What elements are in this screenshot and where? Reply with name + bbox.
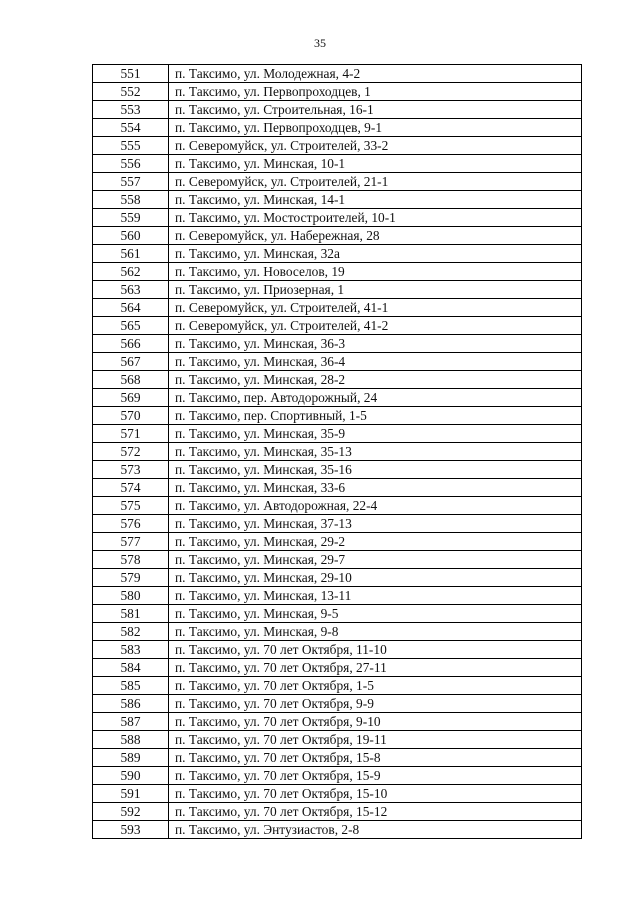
table-row	[93, 443, 582, 461]
row-number: 589	[93, 749, 169, 767]
address-cell: п. Таксимо, ул. Минская, 35-13	[169, 443, 582, 461]
address-table	[92, 64, 582, 839]
address-cell: п. Таксимо, ул. Минская, 14-1	[169, 191, 582, 209]
address-cell: п. Таксимо, ул. Минская, 36-4	[169, 353, 582, 371]
row-number: 592	[93, 803, 169, 821]
table-row	[93, 281, 582, 299]
address-cell: п. Таксимо, ул. 70 лет Октября, 19-11	[169, 731, 582, 749]
table-row	[93, 317, 582, 335]
row-number: 593	[93, 821, 169, 839]
table-row	[93, 497, 582, 515]
table-row	[93, 461, 582, 479]
row-number: 582	[93, 623, 169, 641]
address-cell: п. Таксимо, ул. Строительная, 16-1	[169, 101, 582, 119]
address-cell: п. Таксимо, ул. Автодорожная, 22-4	[169, 497, 582, 515]
row-number: 557	[93, 173, 169, 191]
address-cell: п. Северомуйск, ул. Набережная, 28	[169, 227, 582, 245]
address-cell: п. Таксимо, ул. Минская, 29-2	[169, 533, 582, 551]
table-row	[93, 173, 582, 191]
address-cell: п. Таксимо, ул. Минская, 10-1	[169, 155, 582, 173]
row-number: 568	[93, 371, 169, 389]
table-row	[93, 155, 582, 173]
row-number: 561	[93, 245, 169, 263]
table-row	[93, 677, 582, 695]
table-row	[93, 353, 582, 371]
row-number: 587	[93, 713, 169, 731]
table-row	[93, 533, 582, 551]
table-row	[93, 83, 582, 101]
row-number: 591	[93, 785, 169, 803]
address-cell: п. Таксимо, ул. 70 лет Октября, 9-9	[169, 695, 582, 713]
address-cell: п. Северомуйск, ул. Строителей, 21-1	[169, 173, 582, 191]
row-number: 560	[93, 227, 169, 245]
table-row	[93, 263, 582, 281]
address-cell: п. Таксимо, ул. Минская, 13-11	[169, 587, 582, 605]
address-cell: п. Таксимо, ул. Новоселов, 19	[169, 263, 582, 281]
row-number: 590	[93, 767, 169, 785]
address-cell: п. Таксимо, ул. Минская, 28-2	[169, 371, 582, 389]
table-row	[93, 623, 582, 641]
address-cell: п. Северомуйск, ул. Строителей, 41-1	[169, 299, 582, 317]
row-number: 564	[93, 299, 169, 317]
address-cell: п. Таксимо, пер. Автодорожный, 24	[169, 389, 582, 407]
table-row	[93, 65, 582, 83]
table-row	[93, 641, 582, 659]
table-row	[93, 695, 582, 713]
row-number: 552	[93, 83, 169, 101]
table-row	[93, 335, 582, 353]
table-row	[93, 587, 582, 605]
row-number: 576	[93, 515, 169, 533]
table-row	[93, 407, 582, 425]
row-number: 586	[93, 695, 169, 713]
row-number: 563	[93, 281, 169, 299]
address-cell: п. Таксимо, ул. Молодежная, 4-2	[169, 65, 582, 83]
address-cell: п. Таксимо, ул. Энтузиастов, 2-8	[169, 821, 582, 839]
address-cell: п. Таксимо, ул. Минская, 29-10	[169, 569, 582, 587]
table-row	[93, 749, 582, 767]
address-cell: п. Таксимо, ул. Приозерная, 1	[169, 281, 582, 299]
row-number: 567	[93, 353, 169, 371]
row-number: 573	[93, 461, 169, 479]
table-row	[93, 245, 582, 263]
row-number: 580	[93, 587, 169, 605]
table-row	[93, 299, 582, 317]
table-row	[93, 425, 582, 443]
address-cell: п. Таксимо, ул. Минская, 9-5	[169, 605, 582, 623]
address-cell: п. Таксимо, ул. Мостостроителей, 10-1	[169, 209, 582, 227]
address-cell: п. Таксимо, ул. Минская, 29-7	[169, 551, 582, 569]
address-cell: п. Таксимо, ул. Первопроходцев, 9-1	[169, 119, 582, 137]
row-number: 566	[93, 335, 169, 353]
table-row	[93, 605, 582, 623]
table-row	[93, 785, 582, 803]
row-number: 574	[93, 479, 169, 497]
table-row	[93, 515, 582, 533]
row-number: 579	[93, 569, 169, 587]
row-number: 583	[93, 641, 169, 659]
address-cell: п. Таксимо, ул. 70 лет Октября, 1-5	[169, 677, 582, 695]
address-cell: п. Таксимо, ул. 70 лет Октября, 15-9	[169, 767, 582, 785]
address-table-body	[93, 65, 582, 839]
address-cell: п. Таксимо, ул. Минская, 35-16	[169, 461, 582, 479]
table-row	[93, 101, 582, 119]
table-row	[93, 731, 582, 749]
row-number: 575	[93, 497, 169, 515]
address-cell: п. Таксимо, ул. 70 лет Октября, 9-10	[169, 713, 582, 731]
address-cell: п. Северомуйск, ул. Строителей, 33-2	[169, 137, 582, 155]
address-cell: п. Таксимо, ул. 70 лет Октября, 15-10	[169, 785, 582, 803]
address-cell: п. Таксимо, ул. Минская, 35-9	[169, 425, 582, 443]
address-cell: п. Таксимо, ул. Минская, 32а	[169, 245, 582, 263]
row-number: 562	[93, 263, 169, 281]
row-number: 584	[93, 659, 169, 677]
row-number: 572	[93, 443, 169, 461]
table-row	[93, 209, 582, 227]
table-row	[93, 119, 582, 137]
address-cell: п. Таксимо, ул. 70 лет Октября, 15-12	[169, 803, 582, 821]
address-cell: п. Таксимо, ул. Первопроходцев, 1	[169, 83, 582, 101]
table-row	[93, 767, 582, 785]
table-row	[93, 659, 582, 677]
row-number: 555	[93, 137, 169, 155]
row-number: 585	[93, 677, 169, 695]
row-number: 553	[93, 101, 169, 119]
table-row	[93, 713, 582, 731]
table-row	[93, 821, 582, 839]
address-cell: п. Таксимо, ул. Минская, 36-3	[169, 335, 582, 353]
table-row	[93, 389, 582, 407]
address-cell: п. Таксимо, ул. 70 лет Октября, 15-8	[169, 749, 582, 767]
row-number: 554	[93, 119, 169, 137]
address-cell: п. Таксимо, ул. 70 лет Октября, 11-10	[169, 641, 582, 659]
row-number: 581	[93, 605, 169, 623]
address-cell: п. Таксимо, ул. 70 лет Октября, 27-11	[169, 659, 582, 677]
row-number: 569	[93, 389, 169, 407]
row-number: 578	[93, 551, 169, 569]
table-row	[93, 137, 582, 155]
table-row	[93, 551, 582, 569]
page-number: 35	[314, 36, 326, 50]
row-number: 571	[93, 425, 169, 443]
table-row	[93, 371, 582, 389]
address-cell: п. Таксимо, ул. Минская, 9-8	[169, 623, 582, 641]
table-row	[93, 227, 582, 245]
row-number: 577	[93, 533, 169, 551]
row-number: 570	[93, 407, 169, 425]
address-cell: п. Таксимо, ул. Минская, 37-13	[169, 515, 582, 533]
row-number: 558	[93, 191, 169, 209]
table-row	[93, 191, 582, 209]
row-number: 551	[93, 65, 169, 83]
table-row	[93, 479, 582, 497]
row-number: 565	[93, 317, 169, 335]
row-number: 559	[93, 209, 169, 227]
table-row	[93, 803, 582, 821]
row-number: 588	[93, 731, 169, 749]
row-number: 556	[93, 155, 169, 173]
table-row	[93, 569, 582, 587]
address-cell: п. Таксимо, ул. Минская, 33-6	[169, 479, 582, 497]
address-cell: п. Таксимо, пер. Спортивный, 1-5	[169, 407, 582, 425]
address-cell: п. Северомуйск, ул. Строителей, 41-2	[169, 317, 582, 335]
